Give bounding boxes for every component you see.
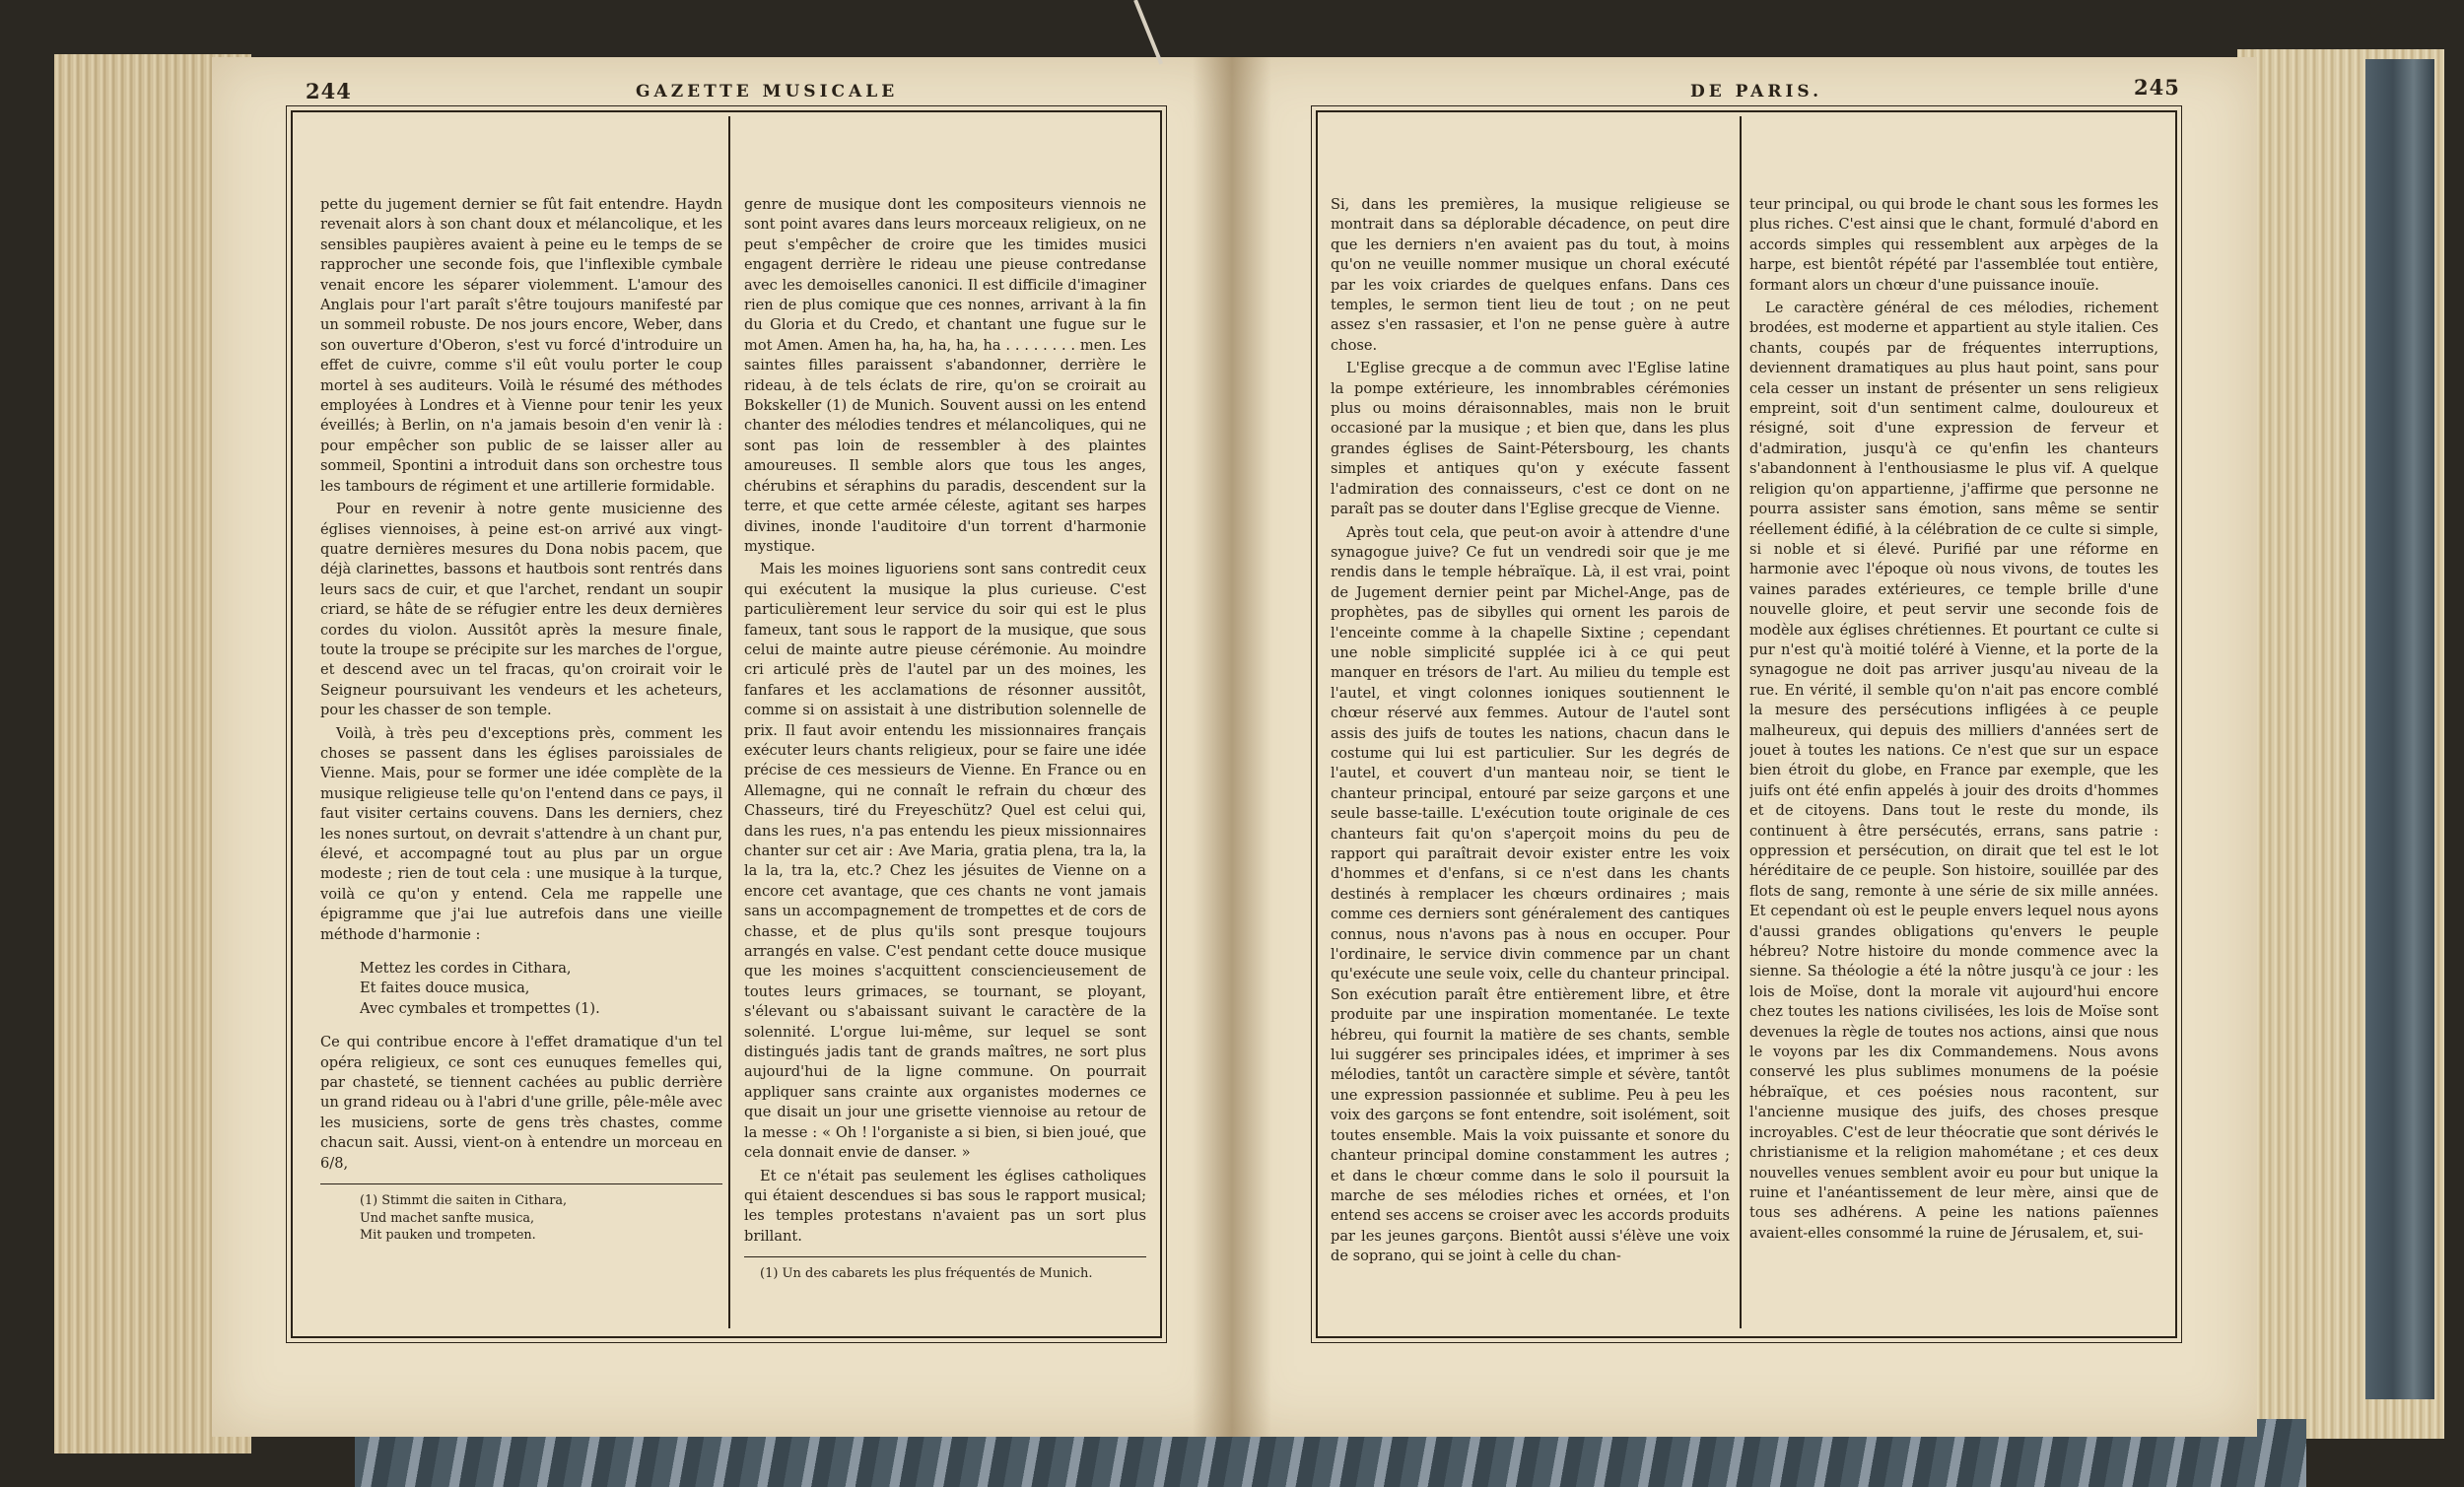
footnote-line: (1) Stimmt die saiten in Cithara, [360, 1193, 568, 1209]
left-page-number: 244 [306, 79, 352, 103]
left-page-column-1 [320, 195, 722, 1318]
right-page-column-2 [1749, 195, 2158, 1318]
footnote-rule [320, 1183, 722, 1184]
left-column-rule [728, 116, 730, 1328]
epigram-verse [360, 959, 722, 1019]
verse-line: Et faites douce musica, [360, 980, 530, 997]
paragraph: Et ce n'était pas seulement les églises catholiques qui étaient descendues si bas sous le rapport musical; les temples protestans n'avaient pas un sort plus brillant. [744, 1167, 1146, 1245]
bookmark-thread [1133, 0, 1163, 65]
right-page-column-1 [1331, 195, 1730, 1318]
paragraph: Si, dans les premières, la musique religieuse se montrait dans sa déplorable décadence, on peut dire que les derniers n'en avaient pas du tout, à moins qu'on ne veuille nommer musique un choral exécuté par les voix criardes de quelques enfans. Dans ces temples, le sermon tient lieu de tout ; on ne peut assez s'en rassasier, et l'on ne pense guère à autre chose. [1331, 196, 1730, 354]
paragraph: pette du jugement dernier se fût fait entendre. Haydn revenait alors à son chant doux et mélancolique, et les sensibles paupières avaient à peine eu le temps de se rapprocher une seconde fois, que l'inflexible cymbale venait encore les séparer violemment. L'amour des Anglais pour l'art paraît s'être toujours manifesté par un sommeil robuste. De nos jours encore, Weber, dans son ouverture d'Oberon, s'est vu forcé d'introduire un effet de cuivre, comme s'il eût voulu porter le coup mortel à ses auditeurs. Voilà le résumé des méthodes employées à Londres et à Vienne pour tenir les yeux éveillés; à Berlin, on n'a jamais besoin d'en venir là : pour empêcher son public de se laisser aller au sommeil, Spontini a introduit dans son orchestre tous les tambours de régiment et une artillerie formidable. [320, 196, 722, 495]
paragraph: Après tout cela, que peut-on avoir à attendre d'une synagogue juive? Ce fut un vendredi soir que je me rendis dans le temple hébraïque. Là, il est vrai, point de Jugement dernier peint par Michel-Ange, pas de prophètes, pas de sibylles qui ornent les parois de l'enceinte comme à la chapelle Sixtine ; cependant une noble simplicité supplée ici à ce qui peut manquer en trésors de l'art. Au milieu du temple est l'autel, et vingt colonnes ioniques soutiennent le chœur réservé aux femmes. Autour de l'autel sont assis des juifs de toutes les nations, chacun dans le costume qui lui est particulier. Sur les degrés de l'autel, et couvert d'un manteau noir, se tient le chanteur principal, entouré par seize garçons et une seule basse-taille. L'exécution toute originale de ces chanteurs fait qu'on s'aperçoit moins du peu de rapport qui paraîtrait devoir exister entre les voix d'hommes et d'enfans, si ce n'est dans les chants destinés à remplacer les chœurs ordinaires ; mais comme ces derniers sont généralement des cantiques connus, nous n'avons pas à nous en occuper. Pour l'ordinaire, le service divin commence par un chant qu'exécute une seule voix, celle du chanteur principal. Son exécution paraît être entièrement libre, et être produite par une inspiration momentanée. Le texte hébreu, qui fournit la matière de ses chants, semble lui suggérer ses principales idées, et imprimer à ses mélodies, tantôt un caractère simple et sévère, tantôt une expression passionnée et sublime. Peu à peu les voix des garçons se font entendre, soit isolément, soit toutes ensemble. Mais la voix puissante et sonore du chanteur principal domine constamment les autres ; et dans le chœur comme dans le solo il poursuit la marche de ses mélodies riches et ornées, et l'on entend ses accens se croiser avec les accords produits par les jeunes garçons. Bientôt aussi s'élève une voix de soprano, qui se joint à celle du chan- [1331, 523, 1730, 1265]
paragraph: teur principal, ou qui brode le chant sous les formes les plus riches. C'est ainsi que le chant, formulé d'abord en accords simples qui ressemblent aux arpèges de la harpe, est bientôt répété par l'assemblée tout entière, formant alors un chœur d'une puissance inouïe. [1749, 196, 2158, 294]
paragraph: Ce qui contribue encore à l'effet dramatique d'un tel opéra religieux, ce sont ces eunuques femelles qui, par chasteté, se tiennent cachées au public derrière un grand rideau ou à l'abri d'une grille, pêle-mêle avec les musiciens, sorte de gens très chastes, comme chacun sait. Aussi, vient-on à entendre un morceau en 6/8, [320, 1034, 722, 1172]
paragraph: Pour en revenir à notre gente musicienne des églises viennoises, à peine est-on arrivé aux vingt-quatre dernières mesures du Dona nobis pacem, que déjà clarinettes, bassons et hautbois sont rentrés dans leurs sacs de cuir, et que l'archet, rendant un soupir criard, se hâte de se réfugier entre les deux dernières cordes du violon. Aussitôt après la mesure finale, toute la troupe se précipite sur les marches de l'orgue, et descend avec un tel fracas, qu'on croirait voir le Seigneur poursuivant les vendeurs et les acheteurs, pour les chasser de son temple. [320, 501, 722, 719]
footnote-line: Mit pauken und trompeten. [360, 1228, 536, 1244]
book-cover-right [2365, 59, 2434, 1399]
right-page-number: 245 [2134, 75, 2180, 100]
footnote-line: Und machet sanfte musica, [360, 1210, 535, 1226]
left-running-head: GAZETTE MUSICALE [636, 82, 899, 101]
footnote-rule [744, 1256, 1146, 1257]
paragraph: Le caractère général de ces mélodies, richement brodées, est moderne et appartient au style italien. Ces chants, coupés par de fréquentes interruptions, deviennent dramatiques au plus haut point, sans pour cela cesser un instant de présenter un sens religieux empreint, soit d'un sentiment calme, douloureux et résigné, soit d'une expression de ferveur et d'admiration, jusqu'à ce qu'enfin les chanteurs s'abandonnent à l'enthousiasme le plus vif. A quelque religion qu'on appartienne, j'affirme que personne ne pourra assister sans émotion, sans même se sentir réellement édifié, à la célébration de ce culte si simple, si noble et si élevé. Purifié par une réforme en harmonie avec l'époque où nous vivons, de toutes les vaines parades extérieures, ce temple brille d'une nouvelle gloire, et peut servir une seconde fois de modèle aux églises chrétiennes. Et pourtant ce culte si pur n'est qu'à moitié toléré à Vienne, et la porte de la synagogue ne doit pas arriver jusqu'au niveau de la rue. En vérité, il semble qu'on n'ait pas encore comblé la mesure des persécutions infligées à ce peuple malheureux, qui depuis des milliers d'années sert de jouet à toutes les nations. Ce n'est que sur un espace bien étroit du globe, en France par exemple, que les juifs ont été enfin appelés à jouir des droits d'hommes et de citoyens. Dans tout le reste du monde, ils continuent à être persécutés, errans, sans patrie : oppression et persécution, on dirait que tel est le lot héréditaire de ce peuple. Son histoire, souillée par des flots de sang, remonte à une série de six mille années. Et cependant où est le peuple envers lequel nous ayons d'aussi grandes obligations qu'envers le peuple hébreu? Notre histoire du monde commence avec la sienne. Sa théologie a été la nôtre jusqu'à ce jour : les lois de Moïse, dont la morale vit aujourd'hui encore chez toutes les nations civilisées, les lois de Moïse sont devenues la règle de toutes nos actions, ainsi que nous le voyons par les dix Commandemens. Nous avons conservé les plus sublimes monumens de la poésie hébraïque, et ces poésies nous racontent, sur l'ancienne musique des juifs, des choses presque incroyables. C'est de leur théocratie que sont dérivés le christianisme et la religion mahométane ; et ces deux nouvelles venues semblent avoir eu pour but unique la ruine et l'anéantissement de leur mère, ainsi que de tous ses adhérens. A peine les nations païennes avaient-elles consommé la ruine de Jérusalem, et, sui- [1749, 300, 2158, 1242]
paragraph: genre de musique dont les compositeurs viennois ne sont point avares dans leurs morceaux religieux, on ne peut s'empêcher de croire que les timides musici engagent derrière le rideau une pieuse contredanse avec les demoiselles canonici. Il est difficile d'imaginer rien de plus comique que ces nonnes, arrivant à la fin du Gloria et du Credo, et chantant une fugue sur le mot Amen. Amen ha, ha, ha, ha, ha . . . . . . . . men. Les saintes filles paraissent s'abandonner, derrière le rideau, à de tels éclats de rire, qu'on se croirait au Bokskeller (1) de Munich. Souvent aussi on les entend chanter des mélodies tendres et mélancoliques, qui ne sont pas loin de ressembler à des plaintes amoureuses. Il semble alors que tous les anges, chérubins et séraphins du paradis, descendent sur la terre, et que cette armée céleste, agitant ses harpes divines, inonde l'auditoire d'un torrent d'harmonie mystique. [744, 196, 1146, 555]
left-page-column-2 [744, 195, 1146, 1318]
footnote-munich: (1) Un des cabarets les plus fréquentés de Munich. [760, 1266, 1093, 1282]
paragraph: Voilà, à très peu d'exceptions près, comment les choses se passent dans les églises paroissiales de Vienne. Mais, pour se former une idée complète de la musique religieuse telle qu'on l'entend dans ce pays, il faut visiter certains couvens. Dans les derniers, chez les nones surtout, on devrait s'attendre à un chant pur, élevé, et accompagné tout au plus par un orgue modeste ; rien de tout cela : une musique à la turque, voilà ce qu'on y entend. Cela me rappelle une épigramme que j'ai lue autrefois dans une vieille méthode d'harmonie : [320, 724, 722, 943]
right-running-head: DE PARIS. [1690, 82, 1823, 101]
verse-line: Mettez les cordes in Cithara, [360, 960, 572, 978]
paragraph: L'Eglise grecque a de commun avec l'Eglise latine la pompe extérieure, les innombrables cérémonies plus ou moins déraisonnables, mais non le bruit occasioné par la musique ; et bien que, dans les plus grandes églises de Saint-Pétersbourg, les chants simples et antiques qu'on y exécute fassent l'admiration des connaisseurs, c'est ce dont on ne paraît pas se douter dans l'Eglise grecque de Vienne. [1331, 360, 1730, 518]
paragraph: Mais les moines liguoriens sont sans contredit ceux qui exécutent la musique la plus curieuse. C'est particulièrement leur service du soir qui est le plus fameux, tant sous le rapport de la musique, que sous celui de mainte autre pieuse cérémonie. Au moindre cri articulé près de l'autel par un des moines, les fanfares et les acclamations de résonner aussitôt, comme si on assistait à une distribution solennelle de prix. Il faut avoir entendu les missionnaires français exécuter leurs chants religieux, pour se faire une idée précise de ces messieurs de Vienne. En France ou en Allemagne, qui ne connaît le refrain du chœur des Chasseurs, tiré du Freyeschütz? Quel est celui qui, dans les rues, n'a pas entendu les pieux missionnaires chanter sur cet air : Ave Maria, gratia plena, tra la, la la la, tra la, etc.? Chez les jésuites de Vienne on a encore cet avantage, que ces chants ne vont jamais sans un accompagnement de trompettes et de cors de chasse, et de plus qu'ils sont presque toujours arrangés en valse. C'est pendant cette douce musique que les moines s'acquittent consciencieusement de toutes leurs grimaces, se tournant, se ployant, s'élevant ou s'abaissant suivant le caractère de la solennité. L'orgue lui-même, sur lequel se sont distingués jadis tant de grands maîtres, ne sort plus aujourd'hui de la ligne commune. On pourrait appliquer sans crainte aux organistes modernes ce que disait un jour une grisette viennoise au retour de la messe : « Oh ! l'organiste a si bien, si bien joué, que cela donnait envie de danser. » [744, 561, 1146, 1162]
footnote-german [360, 1192, 722, 1245]
book-gutter [1193, 57, 1271, 1437]
right-column-rule [1740, 116, 1742, 1328]
verse-line: Avec cymbales et trompettes (1). [360, 999, 600, 1017]
